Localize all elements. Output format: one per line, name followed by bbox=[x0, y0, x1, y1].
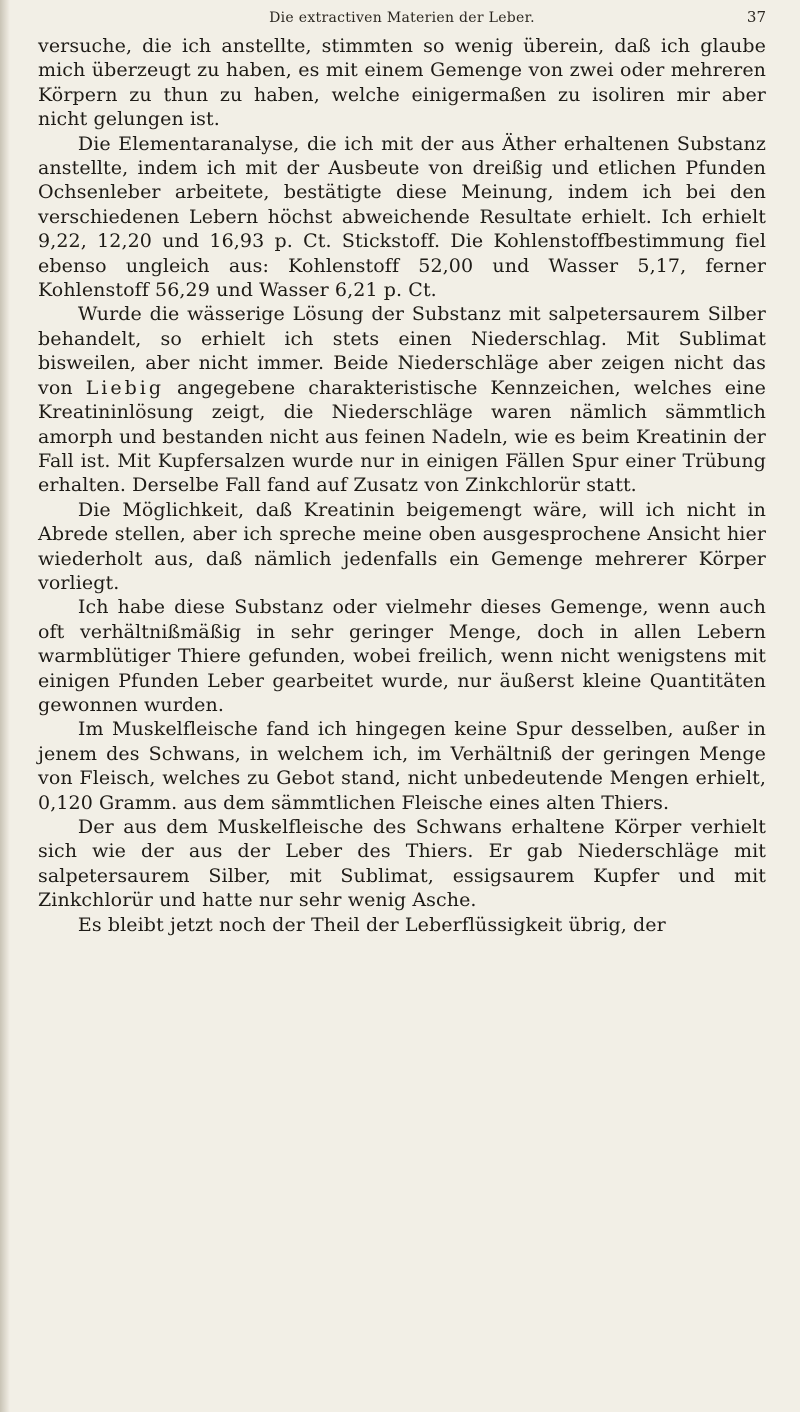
running-title: Die extractiven Materien der Leber. bbox=[269, 10, 535, 26]
author-name-liebig: Liebig bbox=[85, 376, 165, 399]
paragraph-muscle-flesh: Im Muskelfleische fand ich hingegen keine Spur desselben, außer in jenem des Schwans, in welchem ich, im Verhältniß der geringen Menge von Fleisch, welches zu Gebot stand, nicht unbedeutende Mengen erhielt, 0,120 Gramm. aus dem sämmtlichen Fleische eines alten Thiers. bbox=[38, 718, 766, 814]
paragraph-text-after: angegebene charakteristische Kennzeichen, welches eine Kreatininlösung zeigt, die Niederschläge waren nämlich sämmtlich amorph und bestanden nicht aus feinen Nadeln, wie es beim Kreatinin der Fall ist. Mit Kupfersalzen wurde nur in einigen Fällen Spur einer Trübung erhalten. Derselbe Fall fand auf Zusatz von Zinkchlorür statt. bbox=[38, 376, 767, 497]
paragraph-kreatinin-possibility: Die Möglichkeit, daß Kreatinin beigemengt wäre, will ich nicht in Abrede stellen, aber ich spreche meine oben ausgesprochene Ansicht hier wiederholt aus, daß nämlich jedenfalls ein Gemenge mehrerer Körper vorliegt. bbox=[38, 498, 766, 594]
page-number: 37 bbox=[746, 8, 766, 26]
paragraph-text-before: Wurde die wässerige Lösung der Substanz mit salpetersaurem Silber behandelt, so erhielt ich stets einen Niederschlag. Mit Sublimat bisweilen, aber nicht immer. Beide Niederschläge aber zeigen nicht das von bbox=[38, 303, 766, 399]
paragraph-silver-treatment bbox=[38, 302, 766, 497]
paragraph-continuation: versuche, die ich anstellte, stimmten so wenig überein, daß ich glaube mich überzeugt zu haben, es mit einem Gemenge von zwei oder mehreren Körpern zu thun zu haben, welche einigermaßen zu isoliren mir aber nicht gelungen ist. bbox=[38, 35, 766, 131]
paragraph-substance-found: Ich habe diese Substanz oder vielmehr dieses Gemenge, wenn auch oft verhältnißmäßig in sehr geringer Menge, doch in allen Lebern warmblütiger Thiere gefunden, wobei freilich, wenn nicht wenigstens mit einigen Pfunden Leber gearbeitet wurde, nur äußerst kleine Quantitäten gewonnen wurden. bbox=[38, 596, 766, 716]
body-text bbox=[38, 34, 766, 937]
running-head bbox=[38, 6, 766, 30]
paragraph-remaining-fluid: Es bleibt jetzt noch der Theil der Leberflüssigkeit übrig, der bbox=[77, 913, 666, 936]
paragraph-elementary-analysis: Die Elementaranalyse, die ich mit der aus Äther erhaltenen Substanz anstellte, indem ich mit der Ausbeute von dreißig und etlichen Pfunden Ochsenleber arbeitete, bestätigte diese Meinung, indem ich bei den verschiedenen Lebern höchst abweichende Resultate erhielt. Ich erhielt 9,22, 12,20 und 16,93 p. Ct. Stickstoff. Die Kohlenstoffbestimmung fiel ebenso ungleich aus: Kohlenstoff 52,00 und Wasser 5,17, ferner Kohlenstoff 56,29 und Wasser 6,21 p. Ct. bbox=[38, 132, 766, 302]
paragraph-swan-body: Der aus dem Muskelfleische des Schwans erhaltene Körper verhielt sich wie der aus der Leber des Thiers. Er gab Niederschläge mit salpetersaurem Silber, mit Sublimat, essigsaurem Kupfer und mit Zinkchlorür und hatte nur sehr wenig Asche. bbox=[38, 816, 766, 912]
